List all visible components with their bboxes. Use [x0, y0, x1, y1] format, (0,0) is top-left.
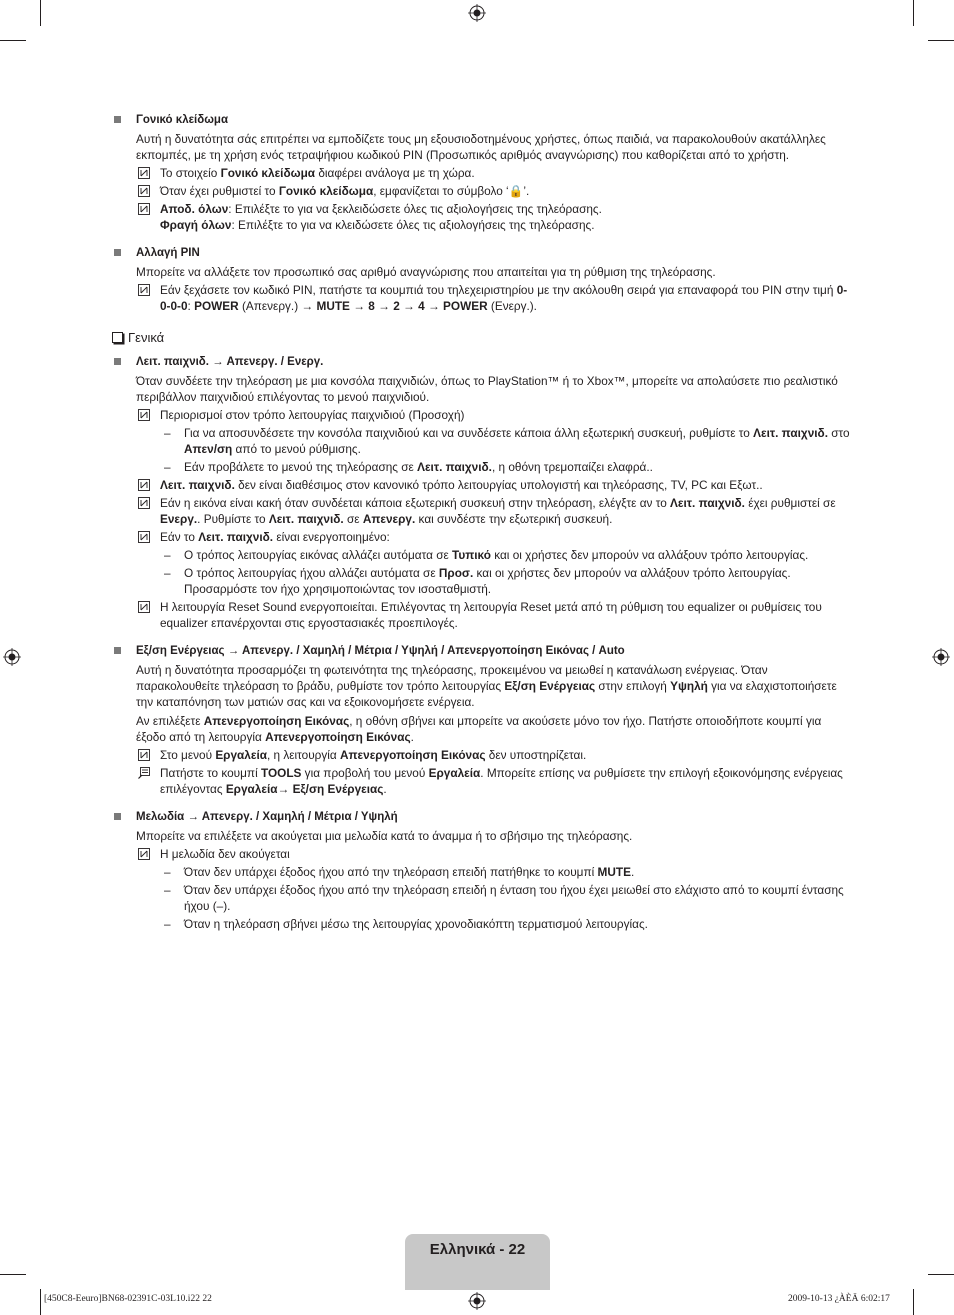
dash-bullet: – — [164, 460, 171, 474]
spacer — [110, 631, 850, 639]
paragraph: Μπορείτε να επιλέξετε να ακούγεται μια μελωδία κατά το άναμμα ή το σβήσιμο της τηλεόρασης. — [136, 829, 633, 843]
subsection-heading — [110, 354, 850, 370]
paragraph: Αυτή η δυνατότητα προσαρμόζει τη φωτεινότητα της τηλεόρασης, προκειμένου να μειωθεί η κατανάλωση ενέργειας. Όταν παρακολουθείτε τηλεόραση το βράδυ, ρυθμίστε τον τρόπο λειτουργίας Εξ/ση Ενέργειας στην επιλογή Υψηλή για να ελαχιστοποιήσετε την καταπόνηση των ματιών σας και να εξοικονομήσετε ενέργεια. — [136, 663, 837, 709]
note-icon — [138, 185, 150, 197]
dash-text: Ο τρόπος λειτουργίας ήχου αλλάζει αυτόματα σε Προσ. και οι χρήστες δεν μπορούν να αλλάξουν τρόπο λειτουργίας. Προσαρμόστε τον ήχο χρησιμοποιώντας τον ισοσταθμιστή. — [184, 566, 791, 596]
note-icon — [138, 203, 150, 215]
dash-text: Όταν δεν υπάρχει έξοδος ήχου από την τηλεόραση επειδή πατήθηκε το κουμπί MUTE. — [184, 865, 635, 879]
dash-item — [110, 425, 850, 457]
note-item — [110, 477, 850, 493]
crop-mark — [0, 1274, 26, 1275]
note-item — [110, 747, 850, 763]
registration-mark-icon — [3, 648, 21, 666]
note-text: Εάν ξεχάσετε τον κωδικό PIN, πατήστε τα κουμπιά του τηλεχειριστηρίου με την ακόλουθη σειρά για επαναφορά του PIN στην τιμή 0-0-0-0: POWER (Απενεργ.) → MUTE → 8 → 2 → 4 → POWER (Ενεργ.). — [160, 283, 848, 313]
subsection-heading — [110, 643, 850, 659]
dash-bullet: – — [164, 426, 171, 440]
note-item — [110, 165, 850, 181]
checkbox-bullet-icon — [112, 332, 123, 343]
dash-text: Για να αποσυνδέσετε την κονσόλα παιχνιδιού και να συνδέσετε κάποια άλλη εξωτερική συσκευή, ρυθμίστε το Λειτ. παιχνιδ. στο Απεν/ση από το μενού ρύθμισης. — [184, 426, 850, 456]
spacer — [110, 233, 850, 241]
registration-mark-icon — [468, 4, 486, 22]
dash-item — [110, 864, 850, 880]
print-slug-file: [450C8-Eeuro]BN68-02391C-03L10.i22 22 — [44, 1294, 212, 1304]
subsection-title: Αλλαγή PIN — [136, 247, 200, 259]
square-bullet-icon — [114, 116, 121, 123]
note-item — [110, 495, 850, 527]
note-icon — [138, 479, 150, 491]
square-bullet-icon — [114, 358, 121, 365]
dash-bullet: – — [164, 917, 171, 931]
dash-item — [110, 916, 850, 932]
print-slug-date: 2009-10-13 ¿ÀÈÄ 6:02:17 — [788, 1294, 890, 1304]
paragraph: Αυτή η δυνατότητα σάς επιτρέπει να εμποδίζετε τους μη εξουσιοδοτημένους χρήστες, όπως παιδιά, να παρακολουθούν ακατάλληλες εκπομπές, με τη χρήση ενός τετραψήφιου κωδικού PIN (Προσωπικός αριθμός αναγνώρισης) που καθορίζεται από το χρήστη. — [136, 132, 826, 162]
subsection-heading — [110, 809, 850, 825]
crop-mark — [913, 1289, 914, 1315]
crop-mark — [40, 1289, 41, 1315]
note-icon — [138, 601, 150, 613]
subsection-title: Μελωδία → Απενεργ. / Χαμηλή / Μέτρια / Υψηλή — [136, 811, 398, 823]
paragraph: Όταν συνδέετε την τηλεόραση με μια κονσόλα παιχνιδιών, όπως το PlayStation™ ή το Xbox™, μπορείτε να απολαύσετε πιο ρεαλιστικό περιβάλλον παιχνιδιού επιλέγοντας το μενού παιχνιδιού. — [136, 374, 838, 404]
note-icon — [138, 497, 150, 509]
note-text: Εάν η εικόνα είναι κακή όταν συνδέεται κάποια εξωτερική συσκευή στην τηλεόραση, ελέγξτε αν το Λειτ. παιχνιδ. έχει ρυθμιστεί σε Ενεργ.. Ρυθμίστε το Λειτ. παιχνιδ. σε Απενεργ. και συνδέστε την εξωτερική συσκευή. — [160, 496, 836, 526]
paragraph: Αν επιλέξετε Απενεργοποίηση Εικόνας, η οθόνη σβήνει και μπορείτε να ακούσετε μόνο τον ήχο. Πατήστε οποιοδήποτε κουμπί για έξοδο από τη λειτουργία Απενεργοποίηση Εικόνας. — [136, 714, 822, 744]
note-text: Το στοιχείο Γονικό κλείδωμα διαφέρει ανάλογα με τη χώρα. — [160, 166, 475, 180]
note-item — [110, 183, 850, 199]
dash-item — [110, 459, 850, 475]
subsection-heading — [110, 245, 850, 261]
square-bullet-icon — [114, 249, 121, 256]
crop-mark — [0, 40, 26, 41]
note-text: Στο μενού Εργαλεία, η λειτουργία Απενεργοποίηση Εικόνας δεν υποστηρίζεται. — [160, 748, 587, 762]
subsection-heading — [110, 112, 850, 128]
tools-icon — [138, 767, 150, 779]
dash-item — [110, 547, 850, 563]
square-bullet-icon — [114, 647, 121, 654]
note-text: Η μελωδία δεν ακούγεται — [160, 847, 290, 861]
square-bullet-icon — [114, 813, 121, 820]
note-item — [110, 201, 850, 233]
paragraph: Μπορείτε να αλλάξετε τον προσωπικό σας αριθμό αναγνώρισης που απαιτείται για τη ρύθμιση της τηλεόρασης. — [136, 265, 716, 279]
section-heading — [110, 330, 850, 346]
note-item — [110, 282, 850, 314]
crop-mark — [913, 0, 914, 26]
dash-text: Όταν δεν υπάρχει έξοδος ήχου από την τηλεόραση επειδή η ένταση του ήχου έχει μειωθεί στο ελάχιστο από το κουμπί έντασης ήχου (–). — [184, 883, 844, 913]
spacer — [110, 797, 850, 805]
section-title: Γενικά — [128, 330, 165, 345]
dash-bullet: – — [164, 865, 171, 879]
note-item — [110, 846, 850, 862]
manual-content — [110, 108, 850, 932]
registration-mark-icon — [932, 648, 950, 666]
note-text: Εάν το Λειτ. παιχνιδ. είναι ενεργοποιημένο: — [160, 530, 390, 544]
dash-text: Εάν προβάλετε το μενού της τηλεόρασης σε Λειτ. παιχνιδ., η οθόνη τρεμοπαίζει ελαφρά.. — [184, 460, 653, 474]
note-icon — [138, 749, 150, 761]
dash-item — [110, 882, 850, 914]
crop-mark — [928, 1274, 954, 1275]
note-icon — [138, 284, 150, 296]
dash-text: Ο τρόπος λειτουργίας εικόνας αλλάζει αυτόματα σε Τυπικό και οι χρήστες δεν μπορούν να αλλάξουν τρόπο λειτουργίας. — [184, 548, 809, 562]
note-text: Η λειτουργία Reset Sound ενεργοποιείται. Επιλέγοντας τη λειτουργία Reset μετά από τη ρύθμιση του equalizer οι ρυθμίσεις του equalizer επανέρχονται στις εργοστασιακές προεπιλογές. — [160, 600, 822, 630]
registration-mark-icon — [468, 1292, 486, 1310]
note-text: Λειτ. παιχνιδ. δεν είναι διαθέσιμος στον κανονικό τρόπο λειτουργίας υπολογιστή και τηλεόρασης, TV, PC και Εξωτ.. — [160, 478, 763, 492]
note-item — [110, 529, 850, 545]
dash-bullet: – — [164, 566, 171, 580]
dash-bullet: – — [164, 548, 171, 562]
subsection-title: Εξ/ση Ενέργειας → Απενεργ. / Χαμηλή / Μέτρια / Υψηλή / Απενεργοποίηση Εικόνας / Auto — [136, 645, 625, 657]
dash-item — [110, 565, 850, 597]
note-icon — [138, 531, 150, 543]
note-item — [110, 599, 850, 631]
note-icon — [138, 848, 150, 860]
note-text: Αποδ. όλων: Επιλέξτε το για να ξεκλειδώσετε όλες τις αξιολογήσεις της τηλεόρασης. Φραγή όλων: Επιλέξτε το για να κλειδώσετε όλες τις αξιολογήσεις της τηλεόρασης. — [160, 202, 602, 232]
tools-note-item — [110, 765, 850, 797]
dash-text: Όταν η τηλεόραση σβήνει μέσω της λειτουργίας χρονοδιακόπτη τερματισμού λειτουργίας. — [184, 917, 648, 931]
note-item — [110, 407, 850, 423]
tools-note-text: Πατήστε το κουμπί TOOLS για προβολή του μενού Εργαλεία. Μπορείτε επίσης να ρυθμίσετε την επιλογή εξοικονόμησης ενέργειας επιλέγοντας Εργαλεία→ Εξ/ση Ενέργειας. — [160, 766, 843, 796]
crop-mark — [928, 40, 954, 41]
note-text: Όταν έχει ρυθμιστεί το Γονικό κλείδωμα, εμφανίζεται το σύμβολο ‘🔒’. — [160, 184, 530, 198]
note-icon — [138, 167, 150, 179]
note-icon — [138, 409, 150, 421]
subsection-title: Λειτ. παιχνιδ. → Απενεργ. / Ενεργ. — [136, 356, 324, 368]
dash-bullet: – — [164, 883, 171, 897]
page-number-label: Ελληνικά - 22 — [429, 1241, 526, 1258]
crop-mark — [40, 0, 41, 26]
note-text: Περιορισμοί στον τρόπο λειτουργίας παιχνιδιού (Προσοχή) — [160, 408, 465, 422]
subsection-title: Γονικό κλείδωμα — [136, 114, 229, 126]
